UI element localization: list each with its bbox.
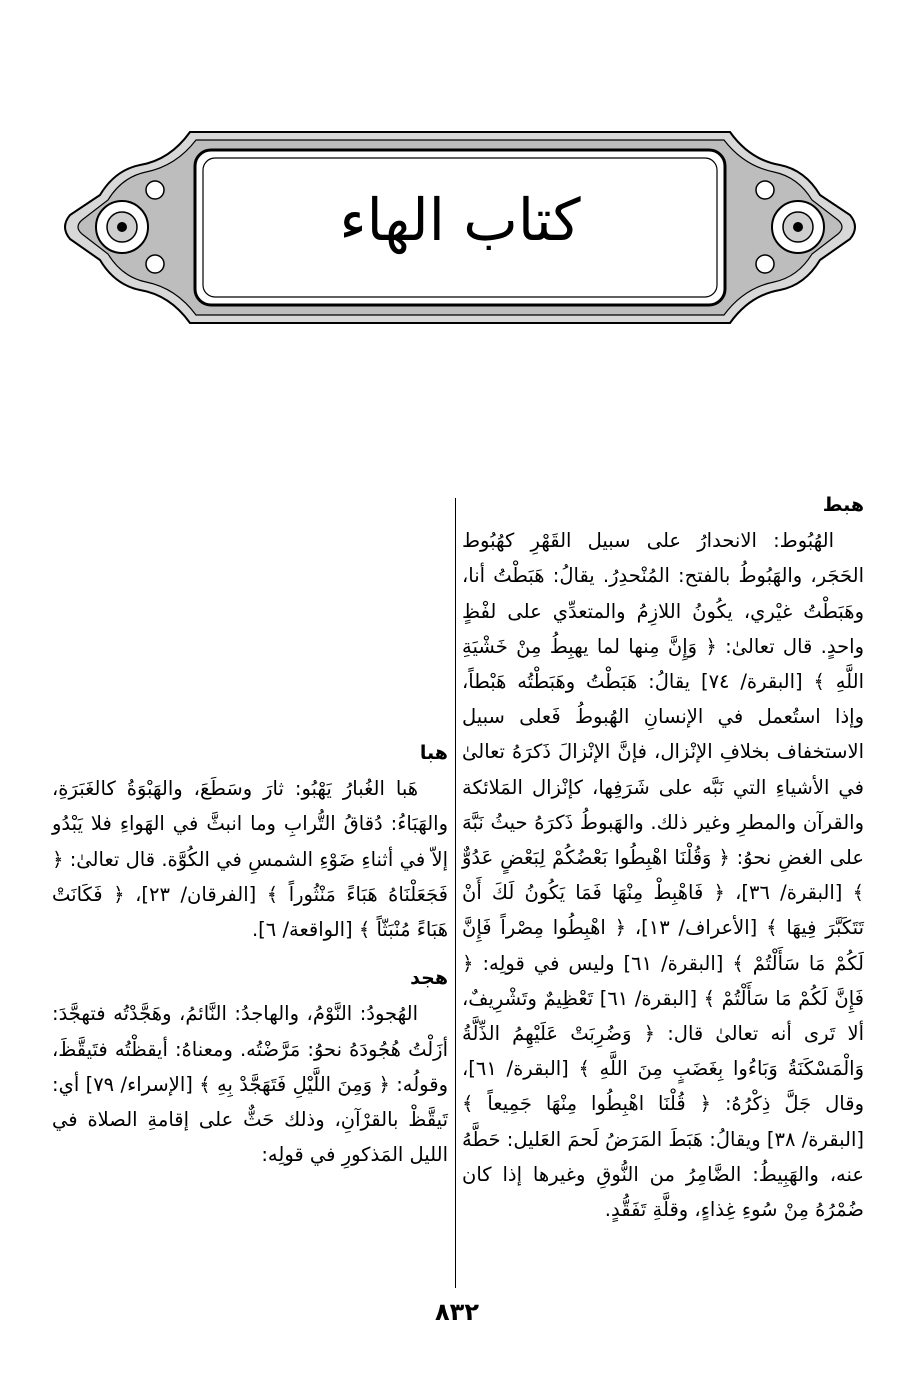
entry-body-haba: هَبا الغُبارُ يَهْبُو: ثارَ وسَطَعَ، والهَبْوَةُ كالغَبَرَةِ، والهَبَاءُ: دُقاقُ التُّرابِ وما انبثَّ في الهَواءِ فلا يَبْدُو إلاّ في أثناءِ ضَوْءِ الشمسِ في الكُوَّة. قال تعالىٰ: ﴿ فَجَعَلْنَاهُ هَبَاءً مَنْثُوراً ﴾ [الفرقان/ ٢٣]، ﴿ فَكَانَتْ هَبَاءً مُنْبَثّاً ﴾ [الواقعة/ ٦]. <box>52 777 448 942</box>
right-column <box>462 488 864 1241</box>
left-column <box>52 488 448 1186</box>
column-divider <box>455 498 456 1288</box>
entry-head-habata: هبط <box>822 494 864 516</box>
continued-text-placeholder <box>52 488 448 736</box>
entry-body-hajada: الهُجودُ: النَّوْمُ، والهاجدُ: النَّائمُ، وهَجَّدْتُه فتهجَّدَ: أزَلْتُ هُجُودَهُ نحوُ: مَرَّضْتُه. ومعناهُ: أيقظْتُه فتَيقَّظَ، وقولُه: ﴿ وَمِنَ اللَّيْلِ فَتَهَجَّدْ بِهِ ﴾ [الإسراء/ ٧٩] أي: تَيقَّظْ بالقرْآنِ، وذلك حَثٌّ على إقامةِ الصلاة في الليل المَذكورِ في قولِه: <box>52 1002 448 1167</box>
page-number: ٨٣٢ <box>435 1298 479 1326</box>
entry-head-hajada: هجد <box>410 967 448 990</box>
entry-body-habata: الهُبُوط: الانحدارُ على سبيل القَهْرِ كهُبُوط الحَجَر، والهَبُوطُ بالفتح: المُنْحدِرُ. يقالُ: هَبَطْتُ أنا، وهَبَطْتُ غيْري، يكُونُ اللازِمُ والمتعدِّي على لفْظٍ واحدٍ. قال تعالىٰ: ﴿ وَإِنَّ مِنها لما يهبِطُ مِنْ خَشْيَةِ اللَّهِ ﴾ [البقرة/ ٧٤] يقالُ: هَبَطْتُ وهَبَطْتُه هَبْطاً، وإذا استُعمل في الإنسانِ الهُبوطُ فَعلى سبيل الاستخفاف بخلافِ الإنْزال، فإنَّ الإنْزالَ ذَكرَهُ تعالىٰ في الأشياءِ التي نَبَّه على شَرَفِها، كإنْزال المَلائكة والقرآن والمطرِ وغير ذلك. والهَبوطُ ذَكرَهُ حيثُ نَبَّهَ على الغضِ نحوُ: ﴿ وَقُلْنَا اهْبِطُوا بَعْضُكُمْ لِبَعْضٍ عَدُوٌّ ﴾ [البقرة/ ٣٦]، ﴿ فَاهْبِطْ مِنْهَا فَمَا يَكُونُ لَكَ أَنْ تَتَكَبَّرَ فِيهَا ﴾ [الأعراف/ ١٣]، ﴿ اهْبِطُوا مِصْراً فَإِنَّ لَكُمْ مَا سَأَلْتُمْ ﴾ [البقرة/ ٦١] وليس في قولِه: ﴿ فَإِنَّ لَكُمْ مَا سَأَلْتُمْ ﴾ [البقرة/ ٦١] تَعْظِيمٌ وتَشْرِيفٌ، ألا تَرى أنه تعالىٰ قال: ﴿ وَضُرِبَتْ عَلَيْهِمُ الذِّلَّةُ وَالْمَسْكَنَةُ وَبَاءُوا بِغَضَبٍ مِنَ اللَّهِ ﴾ [البقرة/ ٦١]، وقال جَلَّ ذِكْرُهُ: ﴿ قُلْنَا اهْبِطُوا مِنْهَا جَمِيعاً ﴾ [البقرة/ ٣٨] ويقالُ: هَبَطَ المَرَضُ لَحمَ العَليل: حَطَّهُ عنه، والهَبِيطُ: الضَّامِرُ من النُّوقِ وغيرها إذا كان ضُمْرُهُ مِنْ سُوءِ غِذاءٍ، وقلَّةِ تَفَقُّدٍ. <box>462 529 864 1222</box>
chapter-title: كتاب الهاء <box>339 186 581 254</box>
chapter-title-frame <box>60 120 860 335</box>
entry-head-haba: هبا <box>419 742 448 764</box>
